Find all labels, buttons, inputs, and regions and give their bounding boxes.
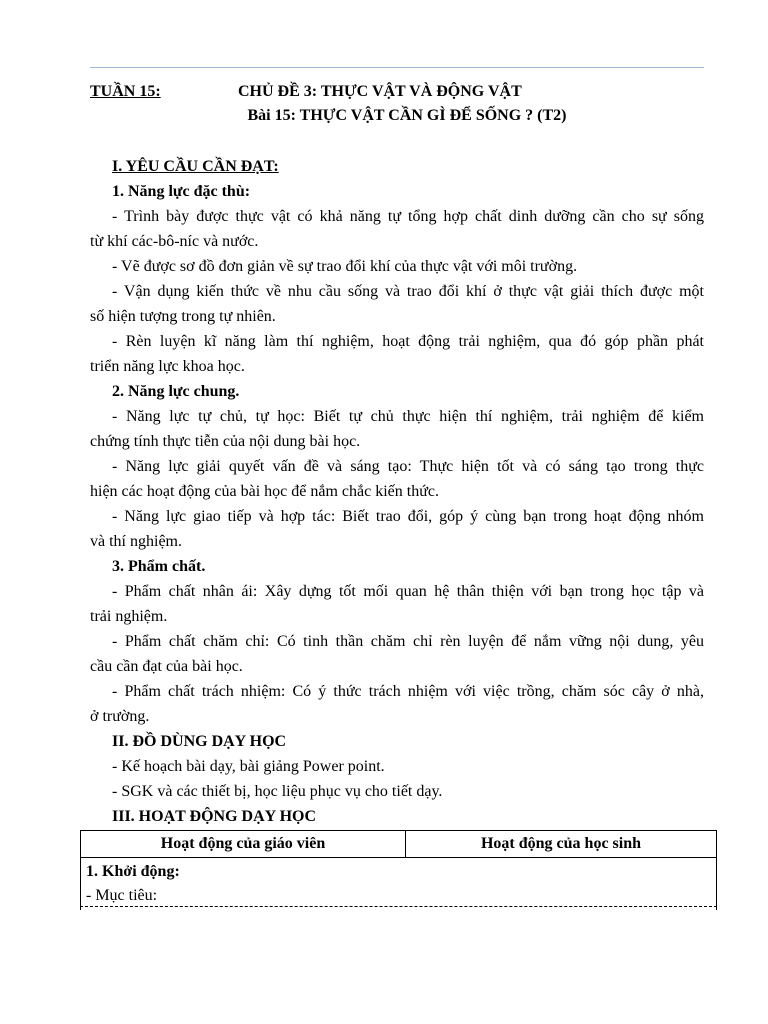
paragraph-line: cầu cần đạt của bài học. xyxy=(90,658,243,675)
section-3-heading: III. HOẠT ĐỘNG DẠY HỌC xyxy=(112,808,317,825)
paragraph-line: hiện các hoạt động của bài học để nắm chắc kiến thức. xyxy=(90,483,439,500)
subsection-2-heading: 2. Năng lực chung. xyxy=(112,383,240,400)
paragraph-line: số hiện tượng trong tự nhiên. xyxy=(90,308,276,325)
table-row xyxy=(81,858,717,911)
top-rule xyxy=(90,67,704,68)
page-break-dashed-line xyxy=(80,906,717,907)
objective-line: - Mục tiêu: xyxy=(86,887,158,904)
lesson-title: Bài 15: THỰC VẬT CẦN GÌ ĐỂ SỐNG ? (T2) xyxy=(247,107,567,124)
paragraph-line: - Phẩm chất trách nhiệm: Có ý thức trách nhiệm với việc trồng, chăm sóc cây ở nhà, xyxy=(112,683,704,700)
column-header-teacher: Hoạt động của giáo viên xyxy=(81,831,406,858)
section-2-heading: II. ĐỒ DÙNG DẠY HỌC xyxy=(112,733,287,750)
paragraph-line: - SGK và các thiết bị, học liệu phục vụ cho tiết dạy. xyxy=(112,783,443,800)
paragraph-line: - Phẩm chất nhân ái: Xây dựng tốt mối quan hệ thân thiện với bạn trong học tập và xyxy=(112,583,704,600)
paragraph-line: - Năng lực tự chủ, tự học: Biết tự chủ thực hiện thí nghiệm, trải nghiệm để kiểm xyxy=(112,408,704,425)
paragraph-line: triển năng lực khoa học. xyxy=(90,358,245,375)
paragraph-line: từ khí các-bô-níc và nước. xyxy=(90,233,259,250)
subsection-1-heading: 1. Năng lực đặc thù: xyxy=(112,183,251,200)
paragraph-line: và thí nghiệm. xyxy=(90,533,182,550)
paragraph-line: - Kế hoạch bài dạy, bài giảng Power point. xyxy=(112,758,385,775)
paragraph-line: - Năng lực giao tiếp và hợp tác: Biết trao đổi, góp ý cùng bạn trong hoạt động nhóm xyxy=(112,508,704,525)
section-1-heading: I. YÊU CẦU CẦN ĐẠT: xyxy=(112,158,279,175)
paragraph-line: - Trình bày được thực vật có khả năng tự tổng hợp chất dinh dưỡng cần cho sự sống xyxy=(112,208,704,225)
warmup-heading: 1. Khởi động: xyxy=(86,863,180,880)
week-label: TUẦN 15: xyxy=(90,83,161,100)
column-header-student: Hoạt động của học sinh xyxy=(406,831,717,858)
paragraph-line: - Vận dụng kiến thức về nhu cầu sống và trao đổi khí ở thực vật giải thích được một xyxy=(112,283,704,300)
paragraph-line: chứng tính thực tiễn của nội dung bài học. xyxy=(90,433,361,450)
paragraph-line: - Vẽ được sơ đồ đơn giản về sự trao đổi khí của thực vật với môi trường. xyxy=(112,258,578,275)
paragraph-line: - Năng lực giải quyết vấn đề và sáng tạo: Thực hiện tốt và có sáng tạo trong thực xyxy=(112,458,704,475)
paragraph-line: ở trường. xyxy=(90,708,150,725)
topic-title: CHỦ ĐỀ 3: THỰC VẬT VÀ ĐỘNG VẬT xyxy=(238,83,522,100)
activities-table xyxy=(80,830,717,910)
table-header-row xyxy=(81,831,717,858)
subsection-3-heading: 3. Phẩm chất. xyxy=(112,558,206,575)
paragraph-line: - Rèn luyện kĩ năng làm thí nghiệm, hoạt động trải nghiệm, qua đó góp phần phát xyxy=(112,333,704,350)
paragraph-line: - Phẩm chất chăm chỉ: Có tinh thần chăm chỉ rèn luyện để nắm vững nội dung, yêu xyxy=(112,633,704,650)
table-cell xyxy=(81,858,717,911)
paragraph-line: trải nghiệm. xyxy=(90,608,168,625)
